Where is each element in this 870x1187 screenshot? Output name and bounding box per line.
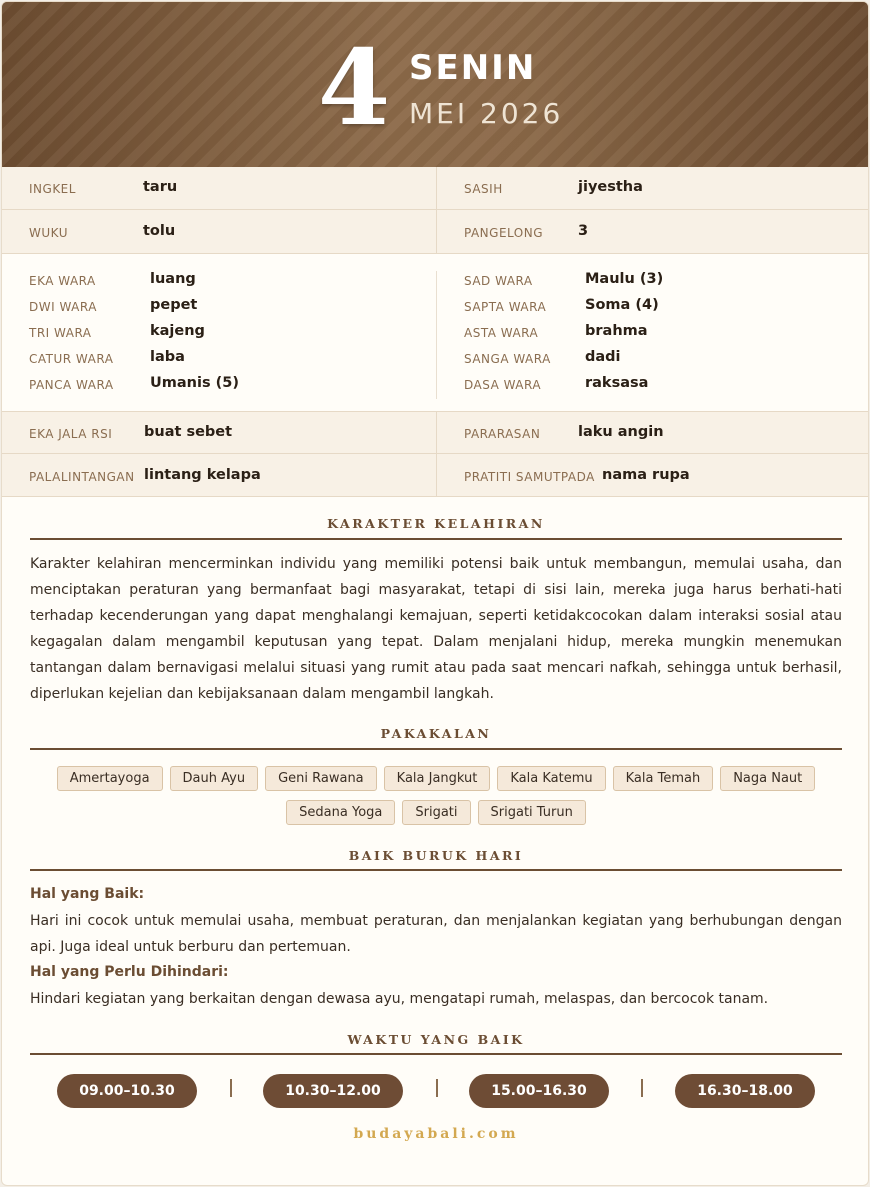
info-label: SASIH (464, 182, 503, 196)
wara-label: DASA WARA (464, 378, 542, 392)
info-value: jiyestha (578, 179, 643, 195)
wara-value: Soma (4) (585, 297, 659, 313)
info-value: taru (143, 179, 178, 195)
pakakalan-rule (30, 748, 842, 750)
info-value: lintang kelapa (144, 467, 261, 483)
info-label: WUKU (29, 226, 68, 240)
info-row-jalarsi-pararasan (2, 412, 869, 454)
info-label: PANGELONG (464, 226, 544, 240)
info-cell-pratiti-samutpada (436, 454, 869, 496)
info-value: nama rupa (602, 467, 690, 483)
info-row-wuku-pangelong (2, 210, 869, 254)
wara-value: laba (150, 349, 185, 365)
wara-value: dadi (585, 349, 621, 365)
good-text: Hari ini cocok untuk memulai usaha, membuat peraturan, dan menjalankan kegiatan yang berhubungan dengan api. Juga ideal untuk berburu dan pertemuan. (30, 913, 842, 955)
info-label: EKA JALA RSI (29, 427, 113, 441)
calendar-card (1, 1, 869, 1186)
wara-label: SANGA WARA (464, 352, 551, 366)
wara-value: kajeng (150, 323, 205, 339)
time-separator (641, 1079, 643, 1097)
info-row-ingkel-sasih (2, 167, 869, 210)
info-cell-eka-jala-rsi (2, 412, 436, 453)
site-footer-link[interactable]: budayabali.com (353, 1126, 519, 1142)
wara-label: ASTA WARA (464, 326, 539, 340)
baik-buruk-title: BAIK BURUK HARI (348, 848, 524, 863)
wara-value: Umanis (5) (150, 375, 239, 391)
wara-divider (436, 271, 437, 399)
pakakalan-chip: Sedana Yoga (286, 800, 395, 825)
info-cell-pararasan (436, 412, 869, 453)
pakakalan-chip: Amertayoga (57, 766, 163, 791)
wara-label: PANCA WARA (29, 378, 114, 392)
info-cell-ingkel (2, 167, 436, 209)
info-cell-wuku (2, 210, 436, 253)
info-row-palalintangan-pratiti (2, 454, 869, 497)
karakter-text: Karakter kelahiran mencerminkan individu yang memiliki potensi baik untuk membangun, memulai usaha, dan menciptakan peraturan yang bermanfaat bagi masyarakat, tetapi di sisi lain, mereka juga harus berhati-hati terhadap kecenderungan yang dapat menghalangi kemajuan, seperti ketidakcocokan dalam interaksi sosial atau kegagalan dalam mengambil keputusan yang tepat. Dalam menjalani hidup, mereka mungkin menemukan tantangan dalam bernavigasi melalui situasi yang rumit atau pada saat mencari nafkah, sehingga untuk berhasil, diperlukan kejelian dan kebijaksanaan dalam mengambil langkah. (30, 556, 842, 702)
time-slot: 09.00–10.30 (57, 1074, 197, 1108)
info-value: buat sebet (144, 424, 233, 440)
info-cell-palalintangan (2, 454, 436, 496)
baik-buruk-rule (30, 869, 842, 871)
time-slot: 15.00–16.30 (469, 1074, 609, 1108)
pakakalan-chip: Dauh Ayu (170, 766, 259, 791)
pakakalan-chip: Kala Temah (613, 766, 714, 791)
info-cell-sasih (436, 167, 869, 209)
pakakalan-title: PAKAKALAN (380, 726, 492, 741)
wara-label: TRI WARA (29, 326, 92, 340)
waktu-title: WAKTU YANG BAIK (347, 1032, 525, 1047)
wara-label: SAD WARA (464, 274, 533, 288)
day-name: SENIN (409, 48, 537, 88)
wara-label: SAPTA WARA (464, 300, 547, 314)
pakakalan-chip: Srigati (402, 800, 470, 825)
pakakalan-chip: Kala Jangkut (384, 766, 491, 791)
time-separator (436, 1079, 438, 1097)
wara-label: EKA WARA (29, 274, 96, 288)
pakakalan-chip: Srigati Turun (478, 800, 586, 825)
info-label: PRATITI SAMUTPADA (464, 470, 595, 484)
time-separator (230, 1079, 232, 1097)
wara-value: Maulu (3) (585, 271, 664, 287)
pakakalan-list (30, 766, 842, 825)
info-value: laku angin (578, 424, 664, 440)
day-number: 4 (317, 26, 391, 149)
info-label: PALALINTANGAN (29, 470, 135, 484)
karakter-rule (30, 538, 842, 540)
date-header (2, 2, 869, 167)
avoid-heading: Hal yang Perlu Dihindari: (30, 964, 229, 980)
wara-label: CATUR WARA (29, 352, 114, 366)
karakter-title: KARAKTER KELAHIRAN (327, 516, 545, 531)
time-slot: 16.30–18.00 (675, 1074, 815, 1108)
pakakalan-chip: Geni Rawana (265, 766, 377, 791)
pakakalan-chip: Kala Katemu (497, 766, 605, 791)
wara-value: brahma (585, 323, 648, 339)
wara-label: DWI WARA (29, 300, 97, 314)
time-slots (30, 1073, 842, 1109)
info-label: INGKEL (29, 182, 76, 196)
wara-value: pepet (150, 297, 198, 313)
wara-value: raksasa (585, 375, 649, 391)
wara-value: luang (150, 271, 196, 287)
month-year: MEI 2026 (409, 97, 564, 130)
info-value: 3 (578, 223, 589, 239)
time-slot: 10.30–12.00 (263, 1074, 403, 1108)
info-label: PARARASAN (464, 427, 541, 441)
pakakalan-chip: Naga Naut (720, 766, 815, 791)
info-cell-pangelong (436, 210, 869, 253)
waktu-rule (30, 1053, 842, 1055)
avoid-text: Hindari kegiatan yang berkaitan dengan dewasa ayu, mengatapi rumah, melaspas, dan bercocok tanam. (30, 991, 769, 1007)
wara-block (2, 257, 869, 412)
good-heading: Hal yang Baik: (30, 886, 145, 902)
info-value: tolu (143, 223, 176, 239)
